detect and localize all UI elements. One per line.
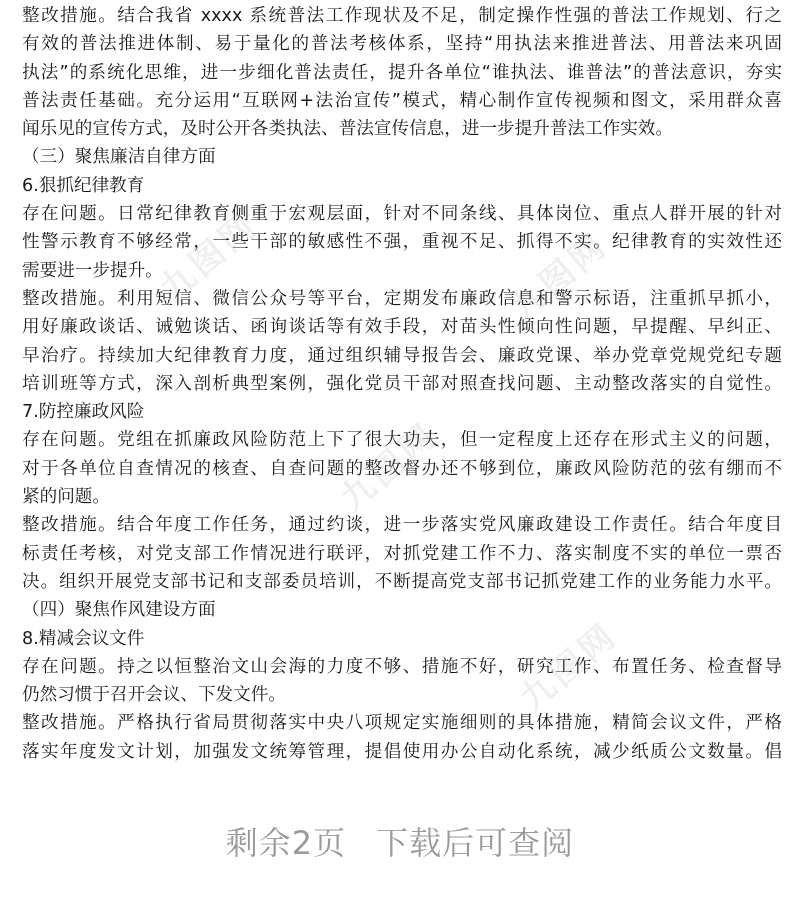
download-prompt (0, 818, 800, 864)
document-line: 早治疗。持续加大纪律教育力度，通过组织辅导报告会、廉政党课、举办党章党规党纪专题 (22, 345, 782, 366)
document-line: 8.精减会议文件 (22, 628, 145, 649)
document-line: （四）聚焦作风建设方面 (22, 600, 216, 621)
document-line: 整改措施。严格执行省局贯彻落实中央八项规定实施细则的具体措施，精简会议文件，严格 (22, 713, 782, 734)
document-line: （三）聚焦廉洁自律方面 (22, 147, 216, 168)
document-line: 存在问题。持之以恒整治文山会海的力度不够、措施不好，研究工作、布置任务、检查督导 (22, 656, 782, 677)
document-line: 需要进一步提升。 (22, 260, 163, 281)
document-line: 决。组织开展党支部书记和支部委员培训，不断提高党支部书记抓党建工作的业务能力水平。 (22, 571, 782, 592)
document-line: 培训班等方式，深入剖析典型案例，强化党员干部对照查找问题、主动整改落实的自觉性。 (22, 373, 782, 394)
document-line: 用好廉政谈话、诫勉谈话、函询谈话等有效手段，对苗头性倾向性问题，早提醒、早纠正、 (22, 317, 782, 338)
document-body (22, 2, 782, 766)
document-line: 存在问题。日常纪律教育侧重于宏观层面，针对不同条线、具体岗位、重点人群开展的针对 (22, 204, 782, 225)
remaining-pages-link[interactable]: 剩余2页 (225, 824, 347, 862)
watermark: 九图网 (332, 415, 446, 520)
document-line: 闻乐见的宣传方式，及时公开各类执法、普法宣传信息，进一步提升普法工作实效。 (22, 119, 673, 140)
document-line: 紧的问题。 (22, 487, 110, 508)
document-line: 性警示教育不够经常，一些干部的敏感性不强，重视不足、抓得不实。纪律教育的实效性还 (22, 232, 782, 253)
document-line: 整改措施。利用短信、微信公众号等平台，定期发布廉政信息和警示标语，注重抓早抓小， (22, 288, 782, 309)
document-line: 存在问题。党组在抓廉政风险防范上下了很大功夫，但一定程度上还存在形式主义的问题， (22, 430, 782, 451)
watermark: 九图网 (152, 205, 266, 310)
document-line: 7.防控廉政风险 (22, 402, 145, 423)
document-line: 仍然习惯于召开会议、下发文件。 (22, 685, 286, 706)
download-to-view-link[interactable]: 下载后可查阅 (376, 824, 575, 862)
document-line: 有效的普法推进体制、易于量化的普法考核体系，坚持“用执法来推进普法、用普法来巩固 (22, 34, 782, 55)
watermark: 九图网 (502, 225, 616, 330)
document-line: 普法责任基础。充分运用“互联网+法治宣传”模式，精心制作宣传视频和图文，采用群众喜 (22, 90, 782, 111)
document-line: 整改措施。结合我省 xxxx 系统普法工作现状及不足，制定操作性强的普法工作规划、行之 (22, 6, 782, 26)
document-line: 执法”的系统化思维，进一步细化普法责任，提升各单位“谁执法、谁普法”的普法意识，夯实 (22, 62, 782, 83)
watermark: 九图网 (512, 615, 626, 720)
document-line: 标责任考核，对党支部工作情况进行联评，对抓党建工作不力、落实制度不实的单位一票否 (22, 543, 782, 564)
document-line: 整改措施。结合年度工作任务，通过约谈，进一步落实党风廉政建设工作责任。结合年度目 (22, 515, 782, 536)
document-line: 对于各单位自查情况的核查、自查问题的整改督办还不够到位，廉政风险防范的弦有绷而不 (22, 458, 782, 479)
document-line: 落实年度发文计划，加强发文统筹管理，提倡使用办公自动化系统，减少纸质公文数量。倡 (22, 741, 782, 762)
document-line: 6.狠抓纪律教育 (22, 175, 145, 196)
